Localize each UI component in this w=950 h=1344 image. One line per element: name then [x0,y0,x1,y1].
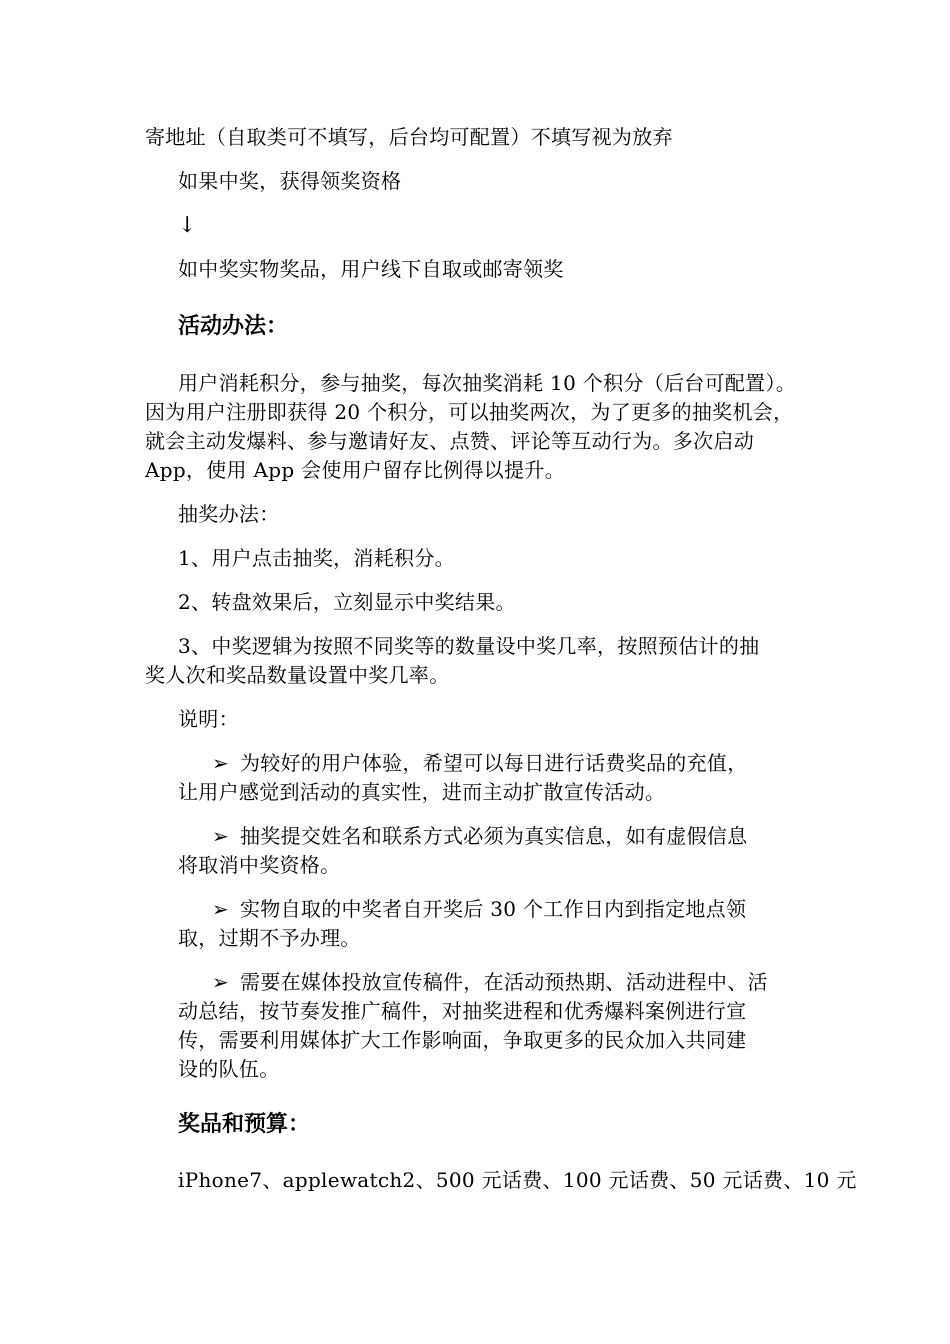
bullet-3-line-2: 取，过期不予办理。 [178,926,361,950]
bullet-4-line-3: 传，需要利用媒体扩大工作影响面，争取更多的民众加入共同建 [178,1028,747,1052]
lottery-step-3-line-2: 奖人次和奖品数量设置中奖几率。 [145,663,450,687]
activity-paragraph-line-4: App，使用 App 会使用户留存比例得以提升。 [145,458,566,482]
bullet-2-line-2: 将取消中奖资格。 [178,853,341,877]
bullet-4-line-4: 设的队伍。 [178,1057,280,1081]
activity-heading: 活动办法： [178,314,289,339]
prizes-heading: 奖品和预算： [178,1112,311,1137]
prizes-line-1: iPhone7、applewatch2、500 元话费、100 元话费、50 元话费、10 元 [178,1168,857,1192]
bullet-1-line-2: 让用户感觉到活动的真实性，进而主动扩散宣传活动。 [178,780,666,804]
activity-paragraph-line-2: 因为用户注册即获得 20 个积分，可以抽奖两次，为了更多的抽奖机会， [145,400,794,424]
list-item [212,822,748,851]
lottery-step-2: 2、转盘效果后，立刻显示中奖结果。 [178,590,516,614]
bullet-4-line-1: 需要在媒体投放宣传稿件，在活动预热期、活动进程中、活 [240,970,768,994]
bullet-3-line-1: 实物自取的中奖者自开奖后 30 个工作日内到指定地点领 [240,897,747,921]
activity-paragraph-line-1: 用户消耗积分，参与抽奖，每次抽奖消耗 10 个积分（后台可配置）。 [178,371,797,395]
bullet-arrow-icon: ➢ [212,751,230,775]
lottery-step-1: 1、用户点击抽奖，消耗积分。 [178,546,455,570]
lottery-step-3-line-1: 3、中奖逻辑为按照不同奖等的数量设中奖几率，按照预估计的抽 [178,634,760,658]
note-title: 说明： [178,707,239,731]
intro-line-1: 寄地址（自取类可不填写，后台均可配置）不填写视为放弃 [145,125,673,149]
list-item [212,968,768,997]
activity-paragraph-line-3: 就会主动发爆料、参与邀请好友、点赞、评论等互动行为。多次启动 [145,429,754,453]
bullet-4-line-2: 动总结，按节奏发推广稿件，对抽奖进程和优秀爆料案例进行宣 [178,999,747,1023]
bullet-2-line-1: 抽奖提交姓名和联系方式必须为真实信息，如有虚假信息 [240,824,748,848]
lottery-title: 抽奖办法： [178,502,280,526]
bullet-1-line-1: 为较好的用户体验，希望可以每日进行话费奖品的充值， [240,751,748,775]
down-arrow-icon: ↓ [178,213,197,238]
list-item [212,749,748,778]
list-item [212,895,746,924]
bullet-arrow-icon: ➢ [212,897,230,921]
intro-line-3: 如中奖实物奖品，用户线下自取或邮寄领奖 [178,257,564,281]
intro-line-2: 如果中奖，获得领奖资格 [178,169,402,193]
bullet-arrow-icon: ➢ [212,824,230,848]
bullet-arrow-icon: ➢ [212,970,230,994]
